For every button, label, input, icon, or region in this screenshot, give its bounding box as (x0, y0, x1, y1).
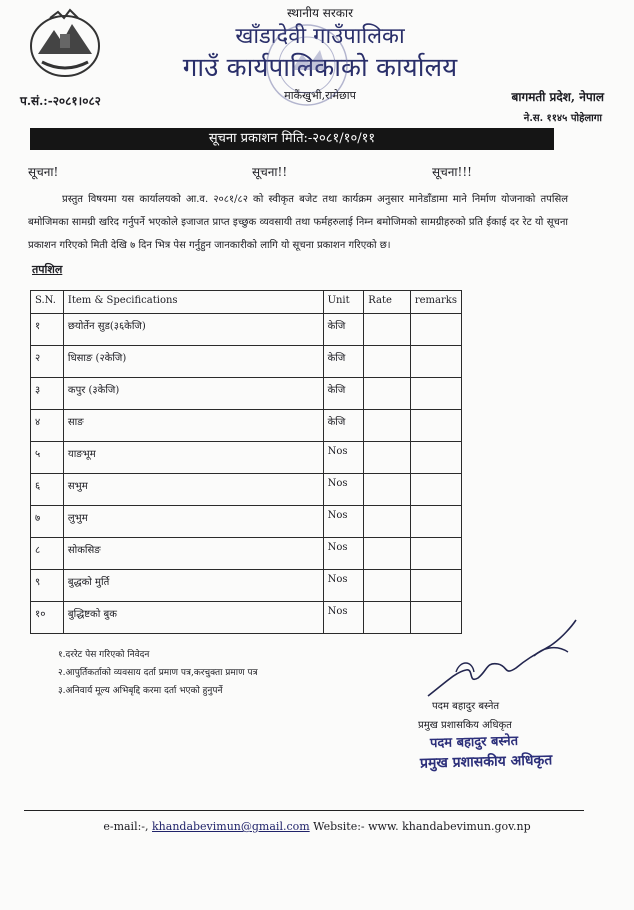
cell-rate (364, 442, 411, 474)
footer-contact (0, 820, 634, 833)
cell-sn: ४ (31, 410, 64, 442)
cell-unit: Nos (323, 538, 364, 570)
cell-item: बुद्धको मुर्ति (63, 570, 323, 602)
table-row (31, 378, 462, 410)
requirement-item: २.आपुर्तिकर्ताको व्यवसाय दर्ता प्रमाण पत्र,करचुक्ता प्रमाण पत्र (58, 668, 258, 678)
cell-rate (364, 602, 411, 634)
office-seal-icon (262, 20, 352, 110)
office-name: गाउँ कार्यपालिकाको कार्यालय (182, 53, 458, 83)
notice-heading-1: सूचना! (28, 165, 59, 179)
cell-sn: ७ (31, 506, 64, 538)
header-remarks: remarks (410, 291, 461, 314)
table-row (31, 410, 462, 442)
established-date: ने.स. ११४५ पोहेलागा (523, 113, 602, 124)
table-row (31, 314, 462, 346)
handwritten-signature-icon (416, 612, 586, 702)
cell-unit: केजि (323, 346, 364, 378)
requirement-item: ३.अनिवार्य मूल्य अभिबृद्दि करमा दर्ता भएको हुनुपर्ने (58, 686, 223, 696)
email-label: e-mail:-, (103, 820, 149, 833)
table-row (31, 474, 462, 506)
cell-remarks (410, 474, 461, 506)
nepal-emblem-icon (20, 4, 110, 84)
cell-rate (364, 538, 411, 570)
cell-sn: ८ (31, 538, 64, 570)
cell-sn: ६ (31, 474, 64, 506)
cell-rate (364, 346, 411, 378)
cell-remarks (410, 314, 461, 346)
cell-rate (364, 314, 411, 346)
cell-remarks (410, 346, 461, 378)
footer-divider (24, 810, 584, 811)
header-item: Item & Specifications (63, 291, 323, 314)
table-row (31, 506, 462, 538)
cell-rate (364, 474, 411, 506)
cell-unit: केजि (323, 314, 364, 346)
cell-rate (364, 378, 411, 410)
cell-unit: Nos (323, 570, 364, 602)
cell-remarks (410, 538, 461, 570)
cell-rate (364, 506, 411, 538)
cell-item: छयोर्तेन सुड(३६केजि) (63, 314, 323, 346)
cell-item: सोकसिङ (63, 538, 323, 570)
items-table (30, 290, 462, 634)
header-rate: Rate (364, 291, 411, 314)
notice-date-banner: सूचना प्रकाशन मिति:-२०८१/१०/११ (30, 128, 554, 150)
stamp-title: प्रमुख प्रशासकीय अधिकृत (419, 752, 553, 772)
requirement-item: १.दररेट पेस गरिएको निवेदन (58, 650, 150, 660)
cell-item: बुद्धिष्टको बुक (63, 602, 323, 634)
reference-number: प.सं.:-२०८१।०८२ (20, 94, 101, 108)
cell-unit: Nos (323, 602, 364, 634)
signatory-title: प्रमुख प्रशासकिय अधिकृत (418, 720, 512, 731)
province-label: बागमती प्रदेश, नेपाल (511, 90, 604, 104)
notice-heading-2: सूचना!! (252, 165, 288, 179)
table-header-row (31, 291, 462, 314)
notice-paragraph: प्रस्तुत विषयमा यस कार्यालयको आ.व. २०८१/८२ को स्वीकृत बजेट तथा कार्यक्रम अनुसार मानेडाँडामा माने निर्माण योजनाको तपसिल बमोजिमका सामग्री खरिद गर्नुपर्ने भएकोले इजाजत प्राप्त इच्छुक व्यवसायी तथा फर्महरुलाई निम्न बमोजिमको सामग्रीहरुको प्रति ईकाई दर रेट यो सूचना प्रकाशन गरिएको मिती देखि ७ दिन भित्र पेस गर्नुहुन जानकारीको लागि यो सूचना प्रकाशन गरिएको छ। (28, 194, 568, 251)
signatory-name: पदम बहादुर बस्नेत (432, 701, 500, 712)
table-row (31, 602, 462, 634)
cell-unit: Nos (323, 506, 364, 538)
cell-unit: केजि (323, 378, 364, 410)
cell-unit: Nos (323, 474, 364, 506)
table-row (31, 346, 462, 378)
cell-remarks (410, 570, 461, 602)
table-row (31, 442, 462, 474)
cell-item: धिसाङ (२केजि) (63, 346, 323, 378)
requirements-list (58, 646, 258, 700)
cell-sn: १ (31, 314, 64, 346)
cell-sn: ५ (31, 442, 64, 474)
cell-item: सभुम (63, 474, 323, 506)
cell-sn: २ (31, 346, 64, 378)
website-label: Website:- www. khandabevimun.gov.np (313, 820, 531, 833)
stamp-name: पदम बहादुर बस्नेत (429, 733, 519, 752)
cell-unit: Nos (323, 442, 364, 474)
email-link[interactable]: khandabevimun@gmail.com (152, 820, 310, 833)
cell-rate (364, 570, 411, 602)
office-address: माकैंखुभी,रामेछाप (284, 89, 356, 102)
header-unit: Unit (323, 291, 364, 314)
cell-item: याङभूम (63, 442, 323, 474)
municipality-name: खाँडादेवी गाउँपालिका (235, 24, 405, 49)
table-row (31, 538, 462, 570)
notice-heading-3: सूचना!!! (432, 165, 472, 179)
cell-item: लुभुम (63, 506, 323, 538)
cell-remarks (410, 378, 461, 410)
cell-sn: ३ (31, 378, 64, 410)
header-sn: S.N. (31, 291, 64, 314)
table-row (31, 570, 462, 602)
cell-rate (364, 410, 411, 442)
cell-sn: ९ (31, 570, 64, 602)
government-label: स्थानीय सरकार (287, 6, 353, 20)
cell-item: कपुर (३केजि) (63, 378, 323, 410)
details-heading: तपशिल (32, 263, 63, 276)
cell-sn: १० (31, 602, 64, 634)
cell-unit: केजि (323, 410, 364, 442)
cell-item: साङ (63, 410, 323, 442)
cell-remarks (410, 442, 461, 474)
cell-remarks (410, 506, 461, 538)
cell-remarks (410, 410, 461, 442)
